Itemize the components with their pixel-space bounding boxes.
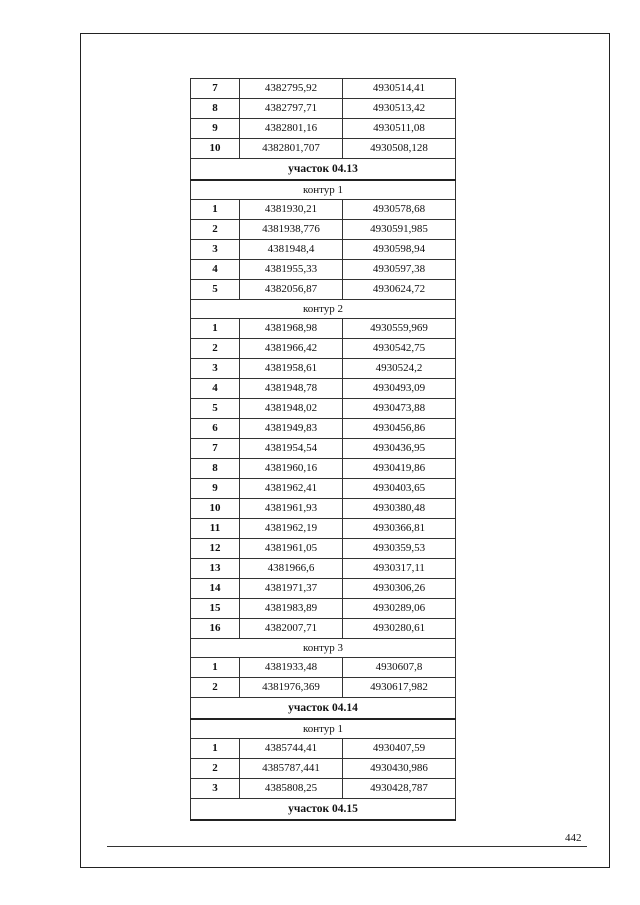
point-number-cell: 3	[191, 240, 240, 260]
table-row	[191, 678, 456, 698]
table-row	[191, 619, 456, 639]
section-header-row	[191, 159, 456, 181]
point-number-cell: 2	[191, 759, 240, 779]
x-coordinate-cell: 4381949,83	[240, 419, 343, 439]
point-number-cell: 3	[191, 779, 240, 799]
y-coordinate-cell: 4930317,11	[343, 559, 456, 579]
table-row	[191, 539, 456, 559]
contour-header-row	[191, 639, 456, 658]
point-number-cell: 1	[191, 739, 240, 759]
point-number-cell: 4	[191, 260, 240, 280]
x-coordinate-cell: 4381948,4	[240, 240, 343, 260]
x-coordinate-cell: 4381966,6	[240, 559, 343, 579]
coordinates-table-body	[191, 79, 456, 821]
point-number-cell: 8	[191, 99, 240, 119]
point-number-cell: 2	[191, 220, 240, 240]
y-coordinate-cell: 4930473,88	[343, 399, 456, 419]
y-coordinate-cell: 4930607,8	[343, 658, 456, 678]
point-number-cell: 10	[191, 499, 240, 519]
table-row	[191, 759, 456, 779]
point-number-cell: 11	[191, 519, 240, 539]
point-number-cell: 3	[191, 359, 240, 379]
y-coordinate-cell: 4930456,86	[343, 419, 456, 439]
y-coordinate-cell: 4930597,38	[343, 260, 456, 280]
x-coordinate-cell: 4382056,87	[240, 280, 343, 300]
y-coordinate-cell: 4930428,787	[343, 779, 456, 799]
point-number-cell: 6	[191, 419, 240, 439]
table-row	[191, 359, 456, 379]
table-row	[191, 579, 456, 599]
y-coordinate-cell: 4930598,94	[343, 240, 456, 260]
table-row	[191, 99, 456, 119]
x-coordinate-cell: 4382801,16	[240, 119, 343, 139]
footer-rule	[107, 846, 587, 847]
y-coordinate-cell: 4930513,42	[343, 99, 456, 119]
table-row	[191, 519, 456, 539]
point-number-cell: 9	[191, 479, 240, 499]
x-coordinate-cell: 4381968,98	[240, 319, 343, 339]
contour-label: контур 1	[191, 719, 456, 739]
x-coordinate-cell: 4381954,54	[240, 439, 343, 459]
section-label: участок 04.13	[191, 159, 456, 181]
contour-label: контур 3	[191, 639, 456, 658]
table-row	[191, 240, 456, 260]
table-row	[191, 119, 456, 139]
point-number-cell: 13	[191, 559, 240, 579]
point-number-cell: 4	[191, 379, 240, 399]
table-row	[191, 779, 456, 799]
x-coordinate-cell: 4381960,16	[240, 459, 343, 479]
x-coordinate-cell: 4381948,02	[240, 399, 343, 419]
y-coordinate-cell: 4930524,2	[343, 359, 456, 379]
table-row	[191, 200, 456, 220]
y-coordinate-cell: 4930591,985	[343, 220, 456, 240]
table-row	[191, 379, 456, 399]
point-number-cell: 15	[191, 599, 240, 619]
contour-header-row	[191, 719, 456, 739]
section-header-row	[191, 799, 456, 821]
table-row	[191, 260, 456, 280]
y-coordinate-cell: 4930419,86	[343, 459, 456, 479]
x-coordinate-cell: 4381976,369	[240, 678, 343, 698]
x-coordinate-cell: 4381948,78	[240, 379, 343, 399]
table-row	[191, 739, 456, 759]
x-coordinate-cell: 4382007,71	[240, 619, 343, 639]
y-coordinate-cell: 4930511,08	[343, 119, 456, 139]
y-coordinate-cell: 4930542,75	[343, 339, 456, 359]
x-coordinate-cell: 4381930,21	[240, 200, 343, 220]
table-row	[191, 479, 456, 499]
contour-header-row	[191, 300, 456, 319]
x-coordinate-cell: 4385744,41	[240, 739, 343, 759]
x-coordinate-cell: 4381962,41	[240, 479, 343, 499]
x-coordinate-cell: 4382795,92	[240, 79, 343, 99]
table-row	[191, 439, 456, 459]
page-number: 442	[565, 832, 582, 844]
x-coordinate-cell: 4381958,61	[240, 359, 343, 379]
x-coordinate-cell: 4381961,93	[240, 499, 343, 519]
x-coordinate-cell: 4381971,37	[240, 579, 343, 599]
x-coordinate-cell: 4382801,707	[240, 139, 343, 159]
table-row	[191, 280, 456, 300]
point-number-cell: 1	[191, 658, 240, 678]
y-coordinate-cell: 4930624,72	[343, 280, 456, 300]
point-number-cell: 14	[191, 579, 240, 599]
point-number-cell: 9	[191, 119, 240, 139]
contour-label: контур 2	[191, 300, 456, 319]
point-number-cell: 1	[191, 200, 240, 220]
y-coordinate-cell: 4930366,81	[343, 519, 456, 539]
table-row	[191, 499, 456, 519]
y-coordinate-cell: 4930578,68	[343, 200, 456, 220]
y-coordinate-cell: 4930430,986	[343, 759, 456, 779]
x-coordinate-cell: 4381983,89	[240, 599, 343, 619]
point-number-cell: 12	[191, 539, 240, 559]
point-number-cell: 16	[191, 619, 240, 639]
x-coordinate-cell: 4381955,33	[240, 260, 343, 280]
table-row	[191, 559, 456, 579]
contour-label: контур 1	[191, 180, 456, 200]
y-coordinate-cell: 4930403,65	[343, 479, 456, 499]
y-coordinate-cell: 4930559,969	[343, 319, 456, 339]
point-number-cell: 5	[191, 280, 240, 300]
point-number-cell: 2	[191, 678, 240, 698]
point-number-cell: 2	[191, 339, 240, 359]
section-header-row	[191, 698, 456, 720]
table-row	[191, 599, 456, 619]
x-coordinate-cell: 4381961,05	[240, 539, 343, 559]
coordinates-table	[190, 78, 456, 821]
x-coordinate-cell: 4381938,776	[240, 220, 343, 240]
x-coordinate-cell: 4381962,19	[240, 519, 343, 539]
table-row	[191, 139, 456, 159]
y-coordinate-cell: 4930508,128	[343, 139, 456, 159]
y-coordinate-cell: 4930493,09	[343, 379, 456, 399]
y-coordinate-cell: 4930280,61	[343, 619, 456, 639]
table-row	[191, 658, 456, 678]
table-row	[191, 79, 456, 99]
point-number-cell: 5	[191, 399, 240, 419]
table-row	[191, 220, 456, 240]
contour-header-row	[191, 180, 456, 200]
section-label: участок 04.14	[191, 698, 456, 720]
y-coordinate-cell: 4930289,06	[343, 599, 456, 619]
x-coordinate-cell: 4381933,48	[240, 658, 343, 678]
y-coordinate-cell: 4930407,59	[343, 739, 456, 759]
y-coordinate-cell: 4930359,53	[343, 539, 456, 559]
x-coordinate-cell: 4385787,441	[240, 759, 343, 779]
x-coordinate-cell: 4385808,25	[240, 779, 343, 799]
table-row	[191, 399, 456, 419]
point-number-cell: 7	[191, 79, 240, 99]
x-coordinate-cell: 4381966,42	[240, 339, 343, 359]
x-coordinate-cell: 4382797,71	[240, 99, 343, 119]
y-coordinate-cell: 4930380,48	[343, 499, 456, 519]
point-number-cell: 7	[191, 439, 240, 459]
y-coordinate-cell: 4930514,41	[343, 79, 456, 99]
point-number-cell: 10	[191, 139, 240, 159]
table-row	[191, 339, 456, 359]
y-coordinate-cell: 4930617,982	[343, 678, 456, 698]
point-number-cell: 1	[191, 319, 240, 339]
point-number-cell: 8	[191, 459, 240, 479]
table-row	[191, 319, 456, 339]
y-coordinate-cell: 4930436,95	[343, 439, 456, 459]
y-coordinate-cell: 4930306,26	[343, 579, 456, 599]
table-row	[191, 419, 456, 439]
table-row	[191, 459, 456, 479]
section-label: участок 04.15	[191, 799, 456, 821]
